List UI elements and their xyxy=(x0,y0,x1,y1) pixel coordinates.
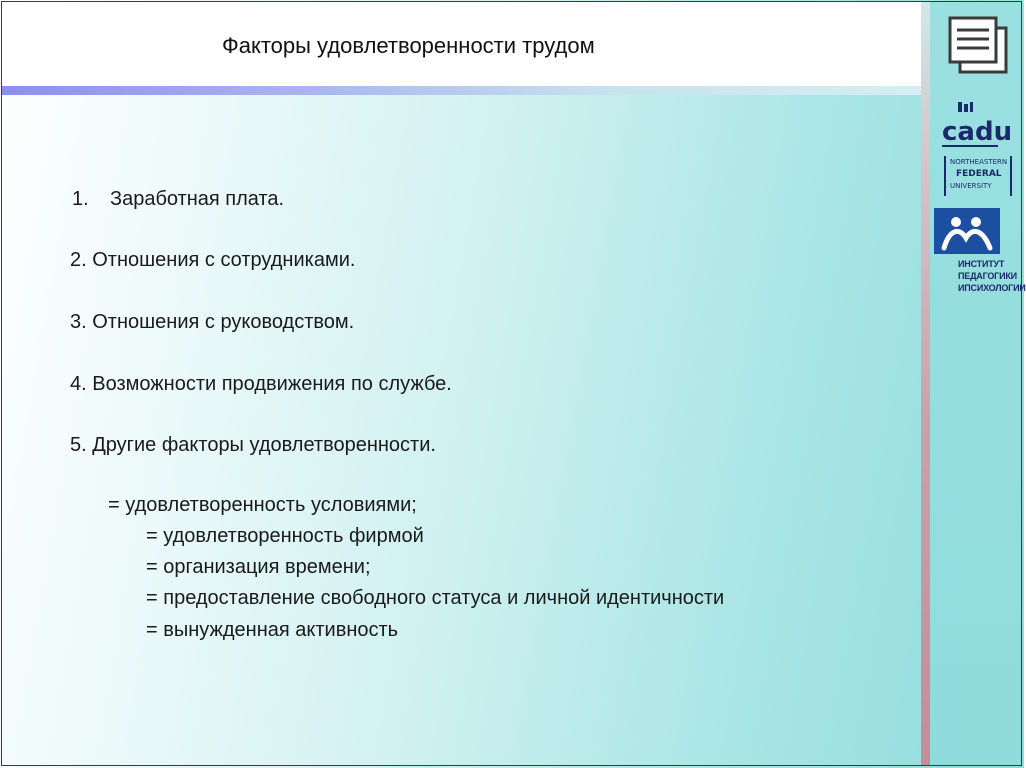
list-item-1-number: 1. xyxy=(72,188,89,210)
svg-text:NORTHEASTERN: NORTHEASTERN xyxy=(950,158,1008,166)
list-item-3: 3. Отношения с руководством. xyxy=(70,311,355,333)
list-item-4: 4. Возможности продвижения по службе. xyxy=(70,373,452,395)
sublist-item-3: = организация времени; xyxy=(146,556,371,578)
sublist-item-5: = вынужденная активность xyxy=(146,619,399,641)
federal-university-logo xyxy=(944,154,1012,200)
institute-line-2: ПЕДАГОГИКИ xyxy=(958,271,1017,281)
institute-line-1: ИНСТИТУТ xyxy=(958,259,1005,269)
list-item-2: 2. Отношения с сотрудниками. xyxy=(70,249,356,271)
list-item-1-text: Заработная плата. xyxy=(110,188,285,210)
sublist-item-4: = предоставление свободного статуса и личной идентичности xyxy=(146,587,725,609)
institute-logo xyxy=(934,208,1000,254)
svg-text:UNIVERSITY: UNIVERSITY xyxy=(950,182,992,190)
vertical-rule xyxy=(921,2,930,766)
page-title: Факторы удовлетворенности трудом xyxy=(222,33,595,58)
sublist-item-1: = удовлетворенность условиями; xyxy=(108,494,417,516)
university-logo xyxy=(940,100,1013,150)
institute-name xyxy=(958,258,1024,294)
institute-line-3: ИПСИХОЛОГИИ xyxy=(958,283,1026,293)
list-item-5: 5. Другие факторы удовлетворенности. xyxy=(70,434,436,456)
document-stack-icon[interactable] xyxy=(946,14,1016,74)
sublist-item-2: = удовлетворенность фирмой xyxy=(146,525,424,547)
svg-text:FEDERAL: FEDERAL xyxy=(956,169,1002,179)
title-divider xyxy=(2,86,1022,95)
svg-text:cadu: cadu xyxy=(942,117,1013,147)
